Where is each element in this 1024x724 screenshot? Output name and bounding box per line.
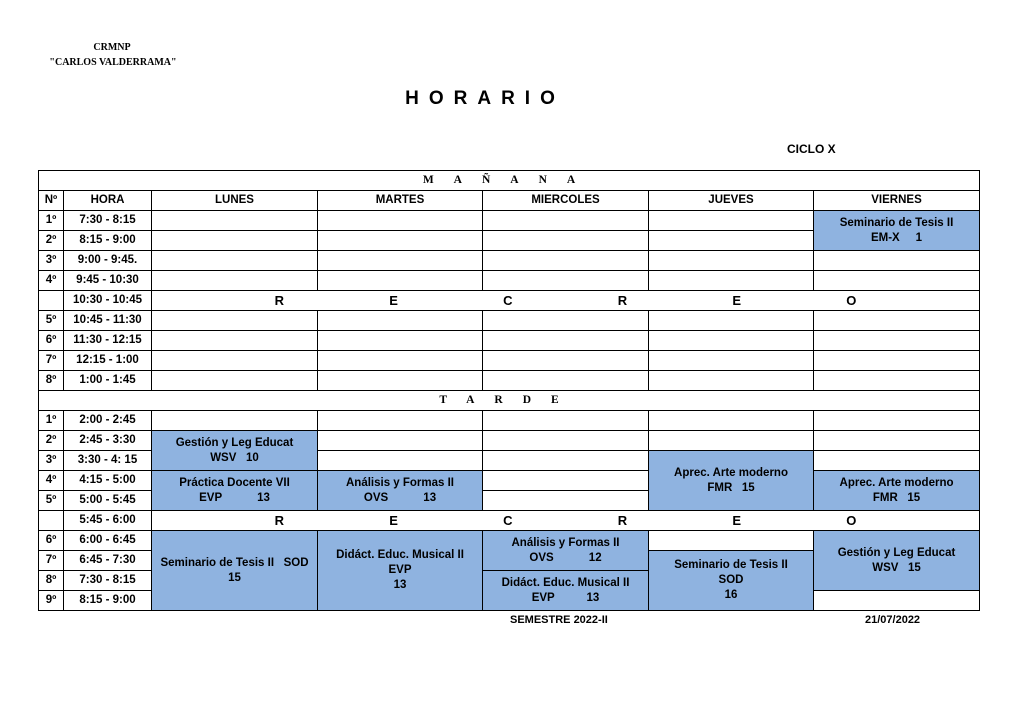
- class-teacher: SOD: [718, 574, 744, 586]
- empty-cell: [483, 251, 649, 271]
- column-header-time: HORA: [64, 191, 152, 211]
- date-label: 21/07/2022: [865, 614, 921, 626]
- empty-cell: [152, 211, 318, 231]
- recess-letter: R: [274, 513, 284, 528]
- period-number: 2º: [39, 231, 64, 251]
- period-time: 5:45 - 6:00: [64, 511, 152, 531]
- empty-cell: [483, 211, 649, 231]
- period-number: 1º: [39, 411, 64, 431]
- empty-cell: [814, 591, 980, 611]
- period-time: 8:15 - 9:00: [64, 591, 152, 611]
- empty-cell: [483, 471, 649, 491]
- period-number: 3º: [39, 251, 64, 271]
- column-header-friday: VIERNES: [814, 191, 980, 211]
- recess-letter: C: [503, 513, 513, 528]
- empty-cell: [814, 271, 980, 291]
- period-time: 10:45 - 11:30: [64, 311, 152, 331]
- period-number: 8º: [39, 571, 64, 591]
- empty-cell: [318, 331, 483, 351]
- band-morning: MAÑANA: [39, 171, 980, 191]
- period-time: 12:15 - 1:00: [64, 351, 152, 371]
- institution-subtitle: "CARLOS VALDERRAMA": [49, 57, 177, 68]
- empty-cell: [649, 371, 814, 391]
- class-block-seminario-thursday: [649, 551, 814, 611]
- class-name: Didáct. Educ. Musical II: [501, 576, 630, 589]
- class-name: Seminario de Tesis II: [839, 216, 954, 229]
- class-block-seminario-monday: [152, 531, 318, 611]
- class-name: Aprec. Arte moderno: [839, 476, 954, 489]
- class-name: Seminario de Tesis II SOD: [160, 556, 309, 569]
- empty-cell: [152, 271, 318, 291]
- empty-cell: [483, 431, 649, 451]
- empty-cell: [152, 251, 318, 271]
- period-time: 7:30 - 8:15: [64, 571, 152, 591]
- period-time: 10:30 - 10:45: [64, 291, 152, 311]
- empty-cell: [483, 271, 649, 291]
- empty-cell: [814, 451, 980, 471]
- period-time: 8:15 - 9:00: [64, 231, 152, 251]
- period-time: 3:30 - 4: 15: [64, 451, 152, 471]
- empty-cell: [318, 351, 483, 371]
- empty-cell: [814, 411, 980, 431]
- recess-letter: E: [389, 513, 398, 528]
- recess-letter: E: [389, 293, 398, 308]
- recess-letter: C: [503, 293, 513, 308]
- empty-cell: [649, 231, 814, 251]
- empty-cell: [152, 351, 318, 371]
- class-room: 13: [393, 579, 407, 591]
- column-header-thursday: JUEVES: [649, 191, 814, 211]
- period-number: 9º: [39, 591, 64, 611]
- empty-cell: [318, 431, 483, 451]
- class-teacher-room: OVS 12: [529, 551, 602, 564]
- class-name: Práctica Docente VII: [179, 476, 290, 489]
- cycle-label: CICLO X: [787, 142, 836, 156]
- empty-cell: [318, 411, 483, 431]
- class-block-didact-wednesday: [483, 571, 649, 611]
- empty-cell: [483, 491, 649, 511]
- period-time: 11:30 - 12:15: [64, 331, 152, 351]
- page-title: HORARIO: [405, 88, 565, 109]
- empty-cell: [483, 451, 649, 471]
- class-name: Gestión y Leg Educat: [837, 546, 956, 559]
- empty-cell: [318, 311, 483, 331]
- class-name: Análisis y Formas II: [345, 476, 454, 489]
- class-block-gestion-monday: [152, 431, 318, 471]
- column-header-tuesday: MARTES: [318, 191, 483, 211]
- period-number: 4º: [39, 271, 64, 291]
- empty-cell: [483, 311, 649, 331]
- period-time: 1:00 - 1:45: [64, 371, 152, 391]
- recess-letter: E: [732, 293, 741, 308]
- class-block-didact-tuesday: [318, 531, 483, 611]
- recess-letter: E: [732, 513, 741, 528]
- empty-cell: [483, 351, 649, 371]
- empty-cell: [483, 411, 649, 431]
- institution-name: CRMNP: [93, 42, 131, 53]
- empty-cell: [649, 251, 814, 271]
- period-time: 5:00 - 5:45: [64, 491, 152, 511]
- period-number: 7º: [39, 351, 64, 371]
- class-teacher: EVP: [388, 564, 412, 576]
- class-teacher-room: WSV 15: [872, 561, 921, 574]
- empty-cell: [152, 311, 318, 331]
- class-name: Aprec. Arte moderno: [674, 466, 788, 479]
- empty-cell: [649, 351, 814, 371]
- class-block-analisis-wednesday: [483, 531, 649, 571]
- recess-row-afternoon: [152, 511, 980, 531]
- recess-letter: O: [846, 513, 857, 528]
- recess-row-morning: [152, 291, 980, 311]
- period-number: 1º: [39, 211, 64, 231]
- period-time: 4:15 - 5:00: [64, 471, 152, 491]
- empty-cell: [814, 251, 980, 271]
- recess-letter: R: [274, 293, 284, 308]
- empty-cell: [649, 531, 814, 551]
- period-time: 9:00 - 9:45.: [64, 251, 152, 271]
- period-number: 3º: [39, 451, 64, 471]
- empty-cell: [483, 331, 649, 351]
- period-number: 7º: [39, 551, 64, 571]
- class-teacher-room: WSV 10: [210, 451, 259, 464]
- class-teacher-room: FMR 15: [707, 481, 755, 494]
- period-time: 2:00 - 2:45: [64, 411, 152, 431]
- empty-cell: [814, 311, 980, 331]
- class-teacher-room: EM-X 1: [870, 231, 923, 244]
- class-block-practica-monday: [152, 471, 318, 511]
- class-block-aprec-friday: [814, 471, 980, 511]
- period-number: 6º: [39, 531, 64, 551]
- empty-cell: [318, 231, 483, 251]
- class-name: Gestión y Leg Educat: [175, 436, 294, 449]
- period-number: [39, 291, 64, 311]
- period-time: 7:30 - 8:15: [64, 211, 152, 231]
- empty-cell: [318, 271, 483, 291]
- period-time: 2:45 - 3:30: [64, 431, 152, 451]
- empty-cell: [318, 211, 483, 231]
- empty-cell: [649, 411, 814, 431]
- period-time: 6:45 - 7:30: [64, 551, 152, 571]
- recess-letter: O: [846, 293, 857, 308]
- empty-cell: [318, 451, 483, 471]
- column-header-number: Nº: [39, 191, 64, 211]
- period-number: 8º: [39, 371, 64, 391]
- empty-cell: [318, 251, 483, 271]
- class-name: Análisis y Formas II: [511, 536, 620, 549]
- empty-cell: [649, 271, 814, 291]
- empty-cell: [152, 331, 318, 351]
- empty-cell: [814, 431, 980, 451]
- period-number: 5º: [39, 491, 64, 511]
- class-room: 16: [724, 589, 738, 601]
- semester-label: SEMESTRE 2022-II: [510, 614, 608, 626]
- class-teacher-room: EVP 13: [199, 491, 270, 504]
- class-block-analisis-tuesday: [318, 471, 483, 511]
- period-number: 4º: [39, 471, 64, 491]
- empty-cell: [814, 331, 980, 351]
- empty-cell: [152, 411, 318, 431]
- empty-cell: [649, 331, 814, 351]
- period-number: 5º: [39, 311, 64, 331]
- empty-cell: [483, 371, 649, 391]
- empty-cell: [152, 231, 318, 251]
- empty-cell: [483, 231, 649, 251]
- class-teacher-room: EVP 13: [531, 591, 600, 604]
- class-name: Didáct. Educ. Musical II: [336, 549, 464, 561]
- class-teacher-room: FMR 15: [872, 491, 921, 504]
- empty-cell: [814, 351, 980, 371]
- empty-cell: [649, 311, 814, 331]
- column-header-monday: LUNES: [152, 191, 318, 211]
- period-time: 9:45 - 10:30: [64, 271, 152, 291]
- empty-cell: [649, 211, 814, 231]
- empty-cell: [814, 371, 980, 391]
- band-afternoon: TARDE: [39, 391, 980, 411]
- recess-letter: R: [617, 513, 628, 528]
- period-time: 6:00 - 6:45: [64, 531, 152, 551]
- empty-cell: [649, 431, 814, 451]
- class-block-seminario-friday: [814, 211, 980, 251]
- empty-cell: [152, 371, 318, 391]
- period-number: 6º: [39, 331, 64, 351]
- period-number: [39, 511, 64, 531]
- empty-cell: [318, 371, 483, 391]
- class-block-gestion-friday: [814, 531, 980, 591]
- class-block-aprec-thursday: [649, 451, 814, 511]
- schedule-table: [38, 170, 980, 611]
- column-header-wednesday: MIERCOLES: [483, 191, 649, 211]
- class-name: Seminario de Tesis II: [674, 559, 788, 571]
- class-teacher-room: OVS 13: [363, 491, 437, 504]
- recess-letter: R: [617, 293, 628, 308]
- class-room: 15: [228, 571, 241, 584]
- period-number: 2º: [39, 431, 64, 451]
